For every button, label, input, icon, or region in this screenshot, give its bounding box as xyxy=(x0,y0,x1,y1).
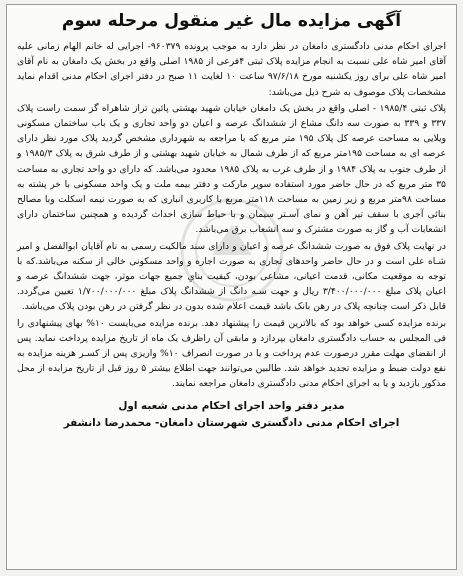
signature-title: مدیر دفتر واحد اجرای احکام مدنی شعبه اول xyxy=(118,399,345,412)
signature-block xyxy=(17,398,446,432)
auction-notice xyxy=(6,4,457,570)
signature-name: اجرای احکام مدنی دادگستری شهرستان دامغان- محمدرضا دانشفر xyxy=(63,416,400,429)
intro-paragraph: اجرای احکام مدنی دادگستری دامغان در نظر دارد به موجب پرونده ۹۶۰۳۷۹- اجرایی له خانم الهام زمانی علیه آقای امیر شاه علی نسبت به انجام مزایده پلاک ثبتی ۴فرعی از ۱۹۸۵ اصلی واقع در بخش یک دامغان به نام آقای امیر شاه علی برای روز یکشنبه مورخ ۹۷/۶/۱۸ ساعت ۱۰ لغایت ۱۱ صبح در دفتر اجرای احکام مدنی اقدام نماید مشخصات پلاک موصوف به شرح ذیل می‌باشد: xyxy=(17,41,447,98)
notice-title: آگهی مزایده مال غیر منقول مرحله سوم xyxy=(61,11,402,31)
valuation-paragraph: در نهایت پلاک فوق به صورت ششدانگ عرصه و اعیان و دارای سند مالکیت رسمی به نام آقایان ابوالفضل و امیر شـاه علی است و در حال حاضر واحدهای تجاری به صورت اجاره و واحد مسکونی خالی از سکنه می‌باشد.که با توجه به موقعیت مکانی، قدمت اعیانی، مشاعی بودن، کیفیت بنایِ جمیع جهات موثر، جهت ششدانگ عرصه و اعیان پلاک مبلغ ۳/۴۰۰/۰۰۰/۰۰۰ ریال و جهت سـه دانگ از ششدانگ پلاک مبلغ ۱/۷۰۰/۰۰۰/۰۰۰ تعیین می‌گردد. قابل ذکر است چنانچه پلاک در رهن بانک باشد قیمت اعلام شده بدون در نظر گرفتن در رهن بودن پلاک می‌باشد. xyxy=(17,240,446,313)
property-description-paragraph: پلاک ثبتی ۱۹۸۵/۴ - اصلی واقع در بخش یک دامغان خیابان شهید بهشتی پائین تراز شاهراه گز سمت راست پلاک ۳۳۷ و ۳۳۹ به صورت سه دانگ مشاع از ششدانگ عرصه و اعیان دو واحد تجاری و یک باب ساختمان مسکونی ویلایی به مساحت عرصه کل پلاک ۱۹۵ متر مربع که با مراجعه به شهرداری مشخص گردید پلاک مورد نظر دارای عرصه ای به مساحت ۱۹۵متر مربع که از طرف شمال به خیابان شهید بهشتی و از طرف شرق به پلاک ۱۹۸۵/۳ و از طرف جنوب به پلاک ۱۹۸۴ و از طرف غرب به پلاک ۱۹۸۵ محدود می‌باشد. که دارای دو واحد تجاری به مساحت ۳۵ متر مربع که در حال حاضر مورد استفاده سوپر مارکت و دفتر بیمه ملت و یک واحد مسکونی با خر پشته به مساحت ۹۸متر مربع و زیر زمین به مساحت ۱۱۸متر مربع با کاربری انباری که به صورت نیمه اسکلت وبا مصالح بنائی آجری با سقف تیر آهن و نمای آسـتر سیمان و با حیاط سازی احداث گردیده و همچنین ساختمان دارای انشعابات آب و گاز به صورت مشترک و سه انشعاب برق می‌باشد. xyxy=(17,102,447,236)
auction-terms-paragraph: برنده مزایده کسی خواهد بود که بالاترین قیمت را پیشنهاد دهد. برنده مزایده می‌بایست ۱۰% بهای پیشنهادی را فی المجلس به حساب دادگستری دامغان بپردازد و مابقی آن راظرف یک ماه از تاریخ مزایده پرداخت نماید. پس از انقضای مهلت مقرر درصورت عدم پرداخت و یا در صورت انصراف ۱۰% واریزی پس از کسـر هزینه مزایده به نفع دولت ضبط و مزایده تجدید خواهد شد. طالبین می‌توانند جهت اطلاع بیشتر ۵ روز قبل از تاریخ مزایده از محل مذکور بازدید و یا به اجرای احکام مدنی دادگستری دامغان مراجعه نمایند. xyxy=(17,317,446,390)
notice-body xyxy=(17,39,446,392)
